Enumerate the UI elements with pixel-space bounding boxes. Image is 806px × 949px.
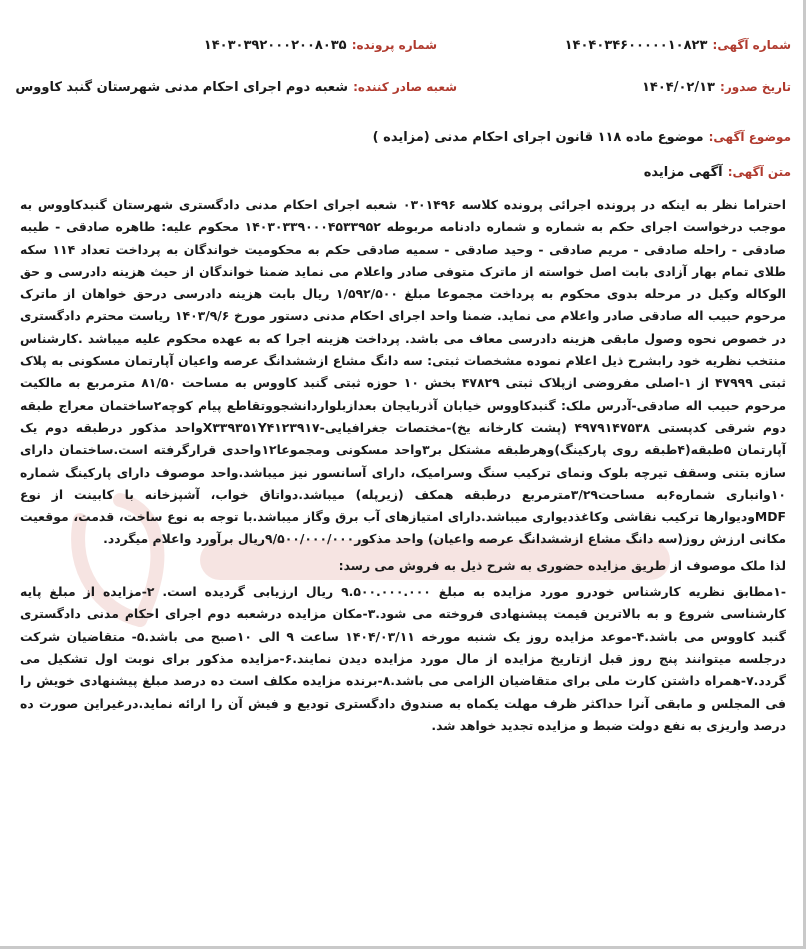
- announcement-body: [20, 194, 786, 737]
- text-title: آگهی مزایده: [643, 165, 723, 180]
- issuer-value: شعبه دوم اجرای احکام مدنی شهرستان گنبد کاووس: [15, 80, 349, 95]
- subject-value: موضوع ماده ۱۱۸ قانون اجرای احکام مدنی (مزایده ): [372, 130, 704, 145]
- body-paragraph-terms: -۱مطابق نظریه کارشناس خودرو مورد مزایده به مبلغ ۹.۵۰۰.۰۰۰.۰۰۰ ریال ارزیابی گردیده است. ۲-مزایده از مبلغ پایه کارشناسی شروع و به بالاترین قیمت پیشنهادی فروخته می شود.۳-مکان مزایده درشعبه دوم اجرای احکام مدنی دادگستری گنبد کاووس می باشد.۴-موعد مزایده روز یک شنبه مورخه ۱۴۰۴/۰۳/۱۱ ساعت ۹ الی ۱۰صبح می باشد.۵- متقاضیان شرکت درجلسه میتوانند پنج روز قبل ازتاریخ مزایده از مال مورد مزایده دیدن نمایند.۶-مزایده مذکور برای نوبت اول تشکیل می گردد.۷-همراه داشتن کارت ملی برای متقاضیان الزامی می باشد.۸-برنده مزایده مکلف است ده درصد مبلغ پیشنهادی خویش را فی المجلس و مابقی آنرا حداکثر ظرف مهلت یکماه به صندوق دادگستری تودیع و فیش آن را ارائه نماید.درغیراین صورت ده درصد واریزی به نفع دولت ضبط و مزایده تجدید خواهد شد.: [20, 584, 787, 733]
- subject-row: [373, 126, 791, 145]
- body-paragraph-main: احتراما نظر به اینکه در پرونده اجرائی پرونده کلاسه ۰۳۰۱۴۹۶ شعبه اجرای احکام مدنی دادگستری شهرستان گنبدکاووس به موجب درخواست اجرای حکم به شماره و شماره دادنامه مربوطه ۱۴۰۳۰۳۳۹۰۰۰۴۵۳۳۹۵۲ محکوم علیه: طاهره صادقی - طیبه صادقی - راحله صادقی - مریم صادقی - وحید صادقی - سمیه صادقی حکم به محکومیت خواندگان به پرداخت تعداد ۱۱۴ سکه طلای تمام بهار آزادی بابت اصل خواسته از ماترک متوفی صادر واعلام می نماید ضمنا خواندگان از حیث هزینه دادرسی و حق الوکاله وکیل در مرحله بدوی محکوم به پرداخت مجموعا مبلغ ۱/۵۹۲/۵۰۰ ریال بابت هزینه دادرسی درحق خواهان از ماترک مرحوم حبیب اله صادقی صادر واعلام می نماید. ضمنا واحد اجرای احکام مدنی دستور مورخ ۱۴۰۳/۹/۶ ریاست محترم دادگستری در خصوص نحوه وصول مابقی هزینه دادرسی معاف می باشد. پرداخت هزینه اجرا که به عهده محکوم علیه میباشد .کارشناس منتخب نظریه خود رابشرح ذیل اعلام نموده مشخصات ثبتی: سه دانگ مشاع ازششدانگ عرصه واعیان آپارتمان مسکونی به پلاک ثبتی ۴۷۹۹۹ از ۱-اصلی مفروضی ازپلاک ثبتی ۴۷۸۲۹ بخش ۱۰ حوزه ثبتی گنبد کاووس به مساحت ۸۱/۵۰ مترمربع به مالکیت مرحوم حبیب اله صادقی-آدرس ملک: گنبدکاووس خیابان آذربایجان بعدازبلواردانشجووتقاطع پیام کوچه۲ساختمان معراج طبقه دوم شرقی کدپستی ۴۹۷۹۱۴۷۵۳۸ (پشت کارخانه یخ)-مختصات جغرافیایی-X۳۳۹۳۵۱Y۴۱۲۳۹۱۷واحد مذکور درطبقه دوم یک آپارتمان ۵طبقه(۴طبقه روی پارکینگ)وهرطبقه مشتکل بر۳واحد مسکونی ومجموعا۱۲واحدی قرارگرفته است.ساختمان دارای سازه بتنی وسقف تیرچه بلوک ونمای ترکیب سنگ وسرامیک، دارای آسانسور نیز میباشد.واحد موصوف دارای پارکینگ شماره ۱۰وانباری شماره۶به مساحت۳/۲۹مترمربع درطبقه همکف (زیرپله) میباشد.دواتاق خواب، آشپزخانه با کابینت از نوع MDFودیوارها ترکیب نقاشی وکاغذدیواری میباشد.دارای امتیازهای آب برق وگاز میباشد.با توجه به نوع ساخت، قدمت، موقعیت مکانی ارزش روز(سه دانگ مشاع ازششدانگ عرصه واعیان) واحد مذکور۹/۵۰۰/۰۰۰/۰۰۰ریال برآورد واعلام میگردد.: [20, 197, 787, 547]
- ad-number-value: ۱۴۰۴۰۳۴۶۰۰۰۰۰۱۰۸۲۳: [564, 38, 708, 53]
- text-label: متن آگهی:: [727, 165, 791, 179]
- issue-date-label: تاریخ صدور:: [720, 80, 791, 94]
- body-paragraph-sale: لذا ملک موصوف از طریق مزایده حضوری به شرح ذیل به فروش می رسد:: [338, 557, 786, 573]
- case-number-label: شماره پرونده:: [351, 38, 437, 52]
- subject-label: موضوع آگهی:: [708, 130, 791, 144]
- issue-date-row: [642, 76, 791, 95]
- issuer-row: [15, 76, 457, 95]
- case-number-value: ۱۴۰۳۰۳۹۲۰۰۰۲۰۰۸۰۳۵: [203, 38, 347, 53]
- case-number-row: [204, 34, 437, 53]
- ad-number-label: شماره آگهی:: [712, 38, 791, 52]
- issue-date-value: ۱۴۰۴/۰۲/۱۳: [641, 80, 715, 95]
- ad-number-row: [565, 34, 791, 53]
- issuer-label: شعبه صادر کننده:: [353, 80, 457, 94]
- text-label-row: [644, 161, 791, 180]
